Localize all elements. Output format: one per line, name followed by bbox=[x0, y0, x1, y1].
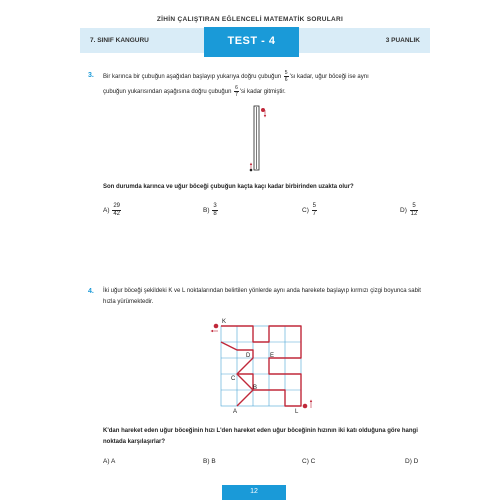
q4-option-d[interactable]: D) D bbox=[405, 458, 419, 465]
red-path bbox=[221, 326, 301, 406]
question-3-number: 3. bbox=[88, 72, 94, 79]
question-3-line1-b: 'sı kadar, uğur böceği ise aynı bbox=[289, 74, 369, 81]
point-b: B bbox=[253, 385, 258, 391]
ladybug-k-icon bbox=[214, 324, 219, 329]
rod-figure bbox=[244, 104, 274, 174]
q3-option-d[interactable]: D) $\frac{5}{12}$ bbox=[400, 203, 418, 217]
points-label: 3 PUANLIK bbox=[385, 37, 420, 44]
series-title: ZİHİN ÇALIŞTIRAN EĞLENCELİ MATEMATİK SORULARI bbox=[156, 16, 344, 23]
point-l: L bbox=[295, 409, 299, 415]
q3-option-b[interactable]: B) $\frac{3}{8}$ bbox=[203, 203, 217, 217]
question-3-line2-b: 'si kadar gitmiştir. bbox=[239, 89, 286, 96]
point-k: K bbox=[222, 319, 227, 325]
q3-option-a[interactable]: A) $\frac{29}{42}$ bbox=[103, 203, 120, 217]
question-4-text: İki uğur böceği şekildeki K ve L noktalarından belirtilen yönlerde aynı anda harekete başlayıp kırmızı çizgi boyunca sabit hızla yürümektedir. bbox=[103, 288, 421, 305]
question-4-number: 4. bbox=[88, 288, 94, 295]
grid bbox=[221, 326, 301, 406]
question-3-line2-a: çubuğun yukarısından aşağısına doğru çubuğun bbox=[103, 89, 232, 96]
fraction-5-6: $\frac{5}{6}$ bbox=[284, 70, 288, 83]
question-3-line1-a: Bir karınca bir çubuğun aşağıdan başlayıp yukarıya doğru çubuğun bbox=[103, 74, 282, 81]
fraction-6-7: $\frac{6}{7}$ bbox=[235, 85, 238, 99]
question-4-prompt: K'dan hareket eden uğur böceğinin hızı L'den hareket eden uğur böceğinin hızının iki katı olduğuna göre hangi noktada karşılaşırlar? bbox=[103, 428, 418, 445]
question-3-text bbox=[103, 70, 433, 98]
q4-option-c[interactable]: C) C bbox=[302, 458, 316, 465]
grid-path-figure bbox=[206, 314, 316, 419]
q4-option-a[interactable]: A) A bbox=[103, 458, 116, 465]
ladybug-l-icon bbox=[303, 404, 308, 409]
ant-icon bbox=[250, 169, 253, 172]
question-3-prompt: Son durumda karınca ve uğur böceği çubuğun kaçta kaçı kadar birbirinden uzakta olur? bbox=[103, 184, 354, 190]
q4-option-b[interactable]: B) B bbox=[203, 458, 216, 465]
point-a: A bbox=[233, 409, 238, 415]
page-number: 12 bbox=[250, 488, 258, 495]
point-c: C bbox=[231, 376, 236, 382]
point-e: E bbox=[270, 353, 275, 359]
test-title: TEST - 4 bbox=[204, 27, 299, 57]
ladybug-icon bbox=[261, 108, 265, 112]
q3-option-c[interactable]: C) $\frac{5}{7}$ bbox=[302, 203, 317, 217]
point-d: D bbox=[246, 353, 251, 359]
grade-label: 7. SINIF KANGURU bbox=[90, 37, 149, 44]
